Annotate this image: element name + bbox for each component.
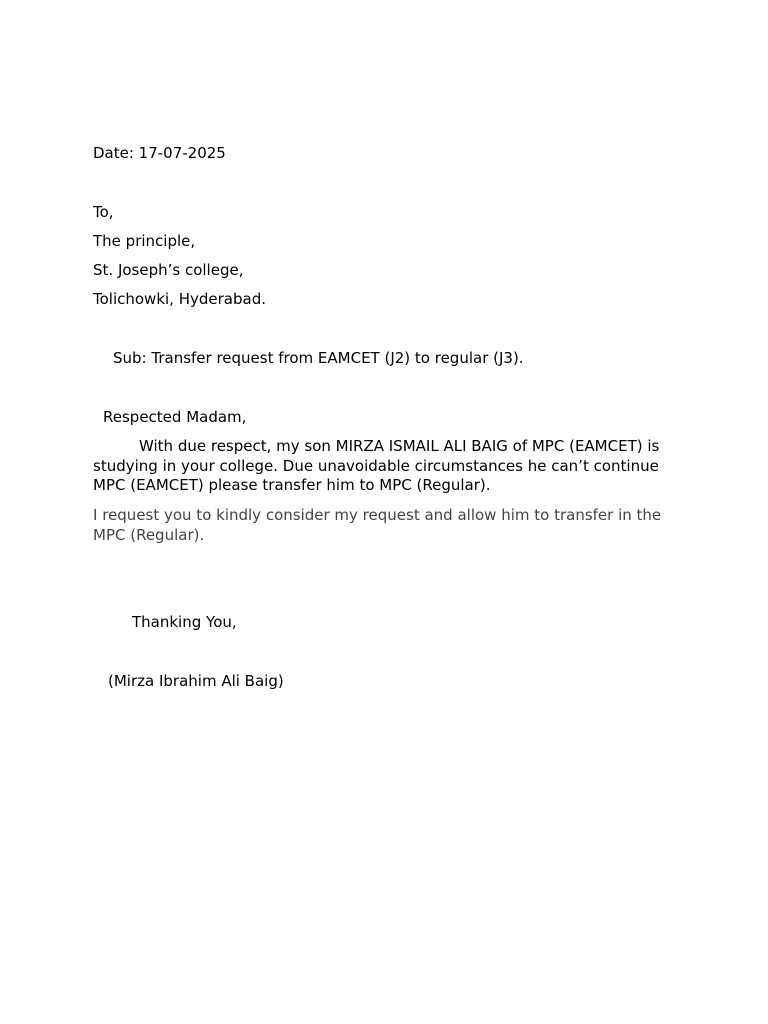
closing-line: Thanking You,	[132, 613, 237, 631]
recipient-line: St. Joseph’s college,	[93, 261, 244, 279]
recipient-line: The principle,	[93, 232, 196, 250]
recipient-line: Tolichowki, Hyderabad.	[93, 290, 266, 308]
salutation: Respected Madam,	[103, 408, 247, 426]
body-paragraph: With due respect, my son MIRZA ISMAIL ALI BAIG of MPC (EAMCET) is studying in your college. Due unavoidable circumstances he can’t continue MPC (EAMCET) please transfer him to MPC (Regular).	[93, 437, 660, 494]
signature-line: (Mirza Ibrahim Ali Baig)	[108, 672, 284, 690]
subject-line: Sub: Transfer request from EAMCET (J2) to regular (J3).	[113, 349, 524, 367]
letter-date: Date: 17-07-2025	[93, 144, 226, 162]
to-line: To,	[93, 203, 114, 221]
body-paragraph: I request you to kindly consider my request and allow him to transfer in the MPC (Regular).	[93, 506, 662, 544]
